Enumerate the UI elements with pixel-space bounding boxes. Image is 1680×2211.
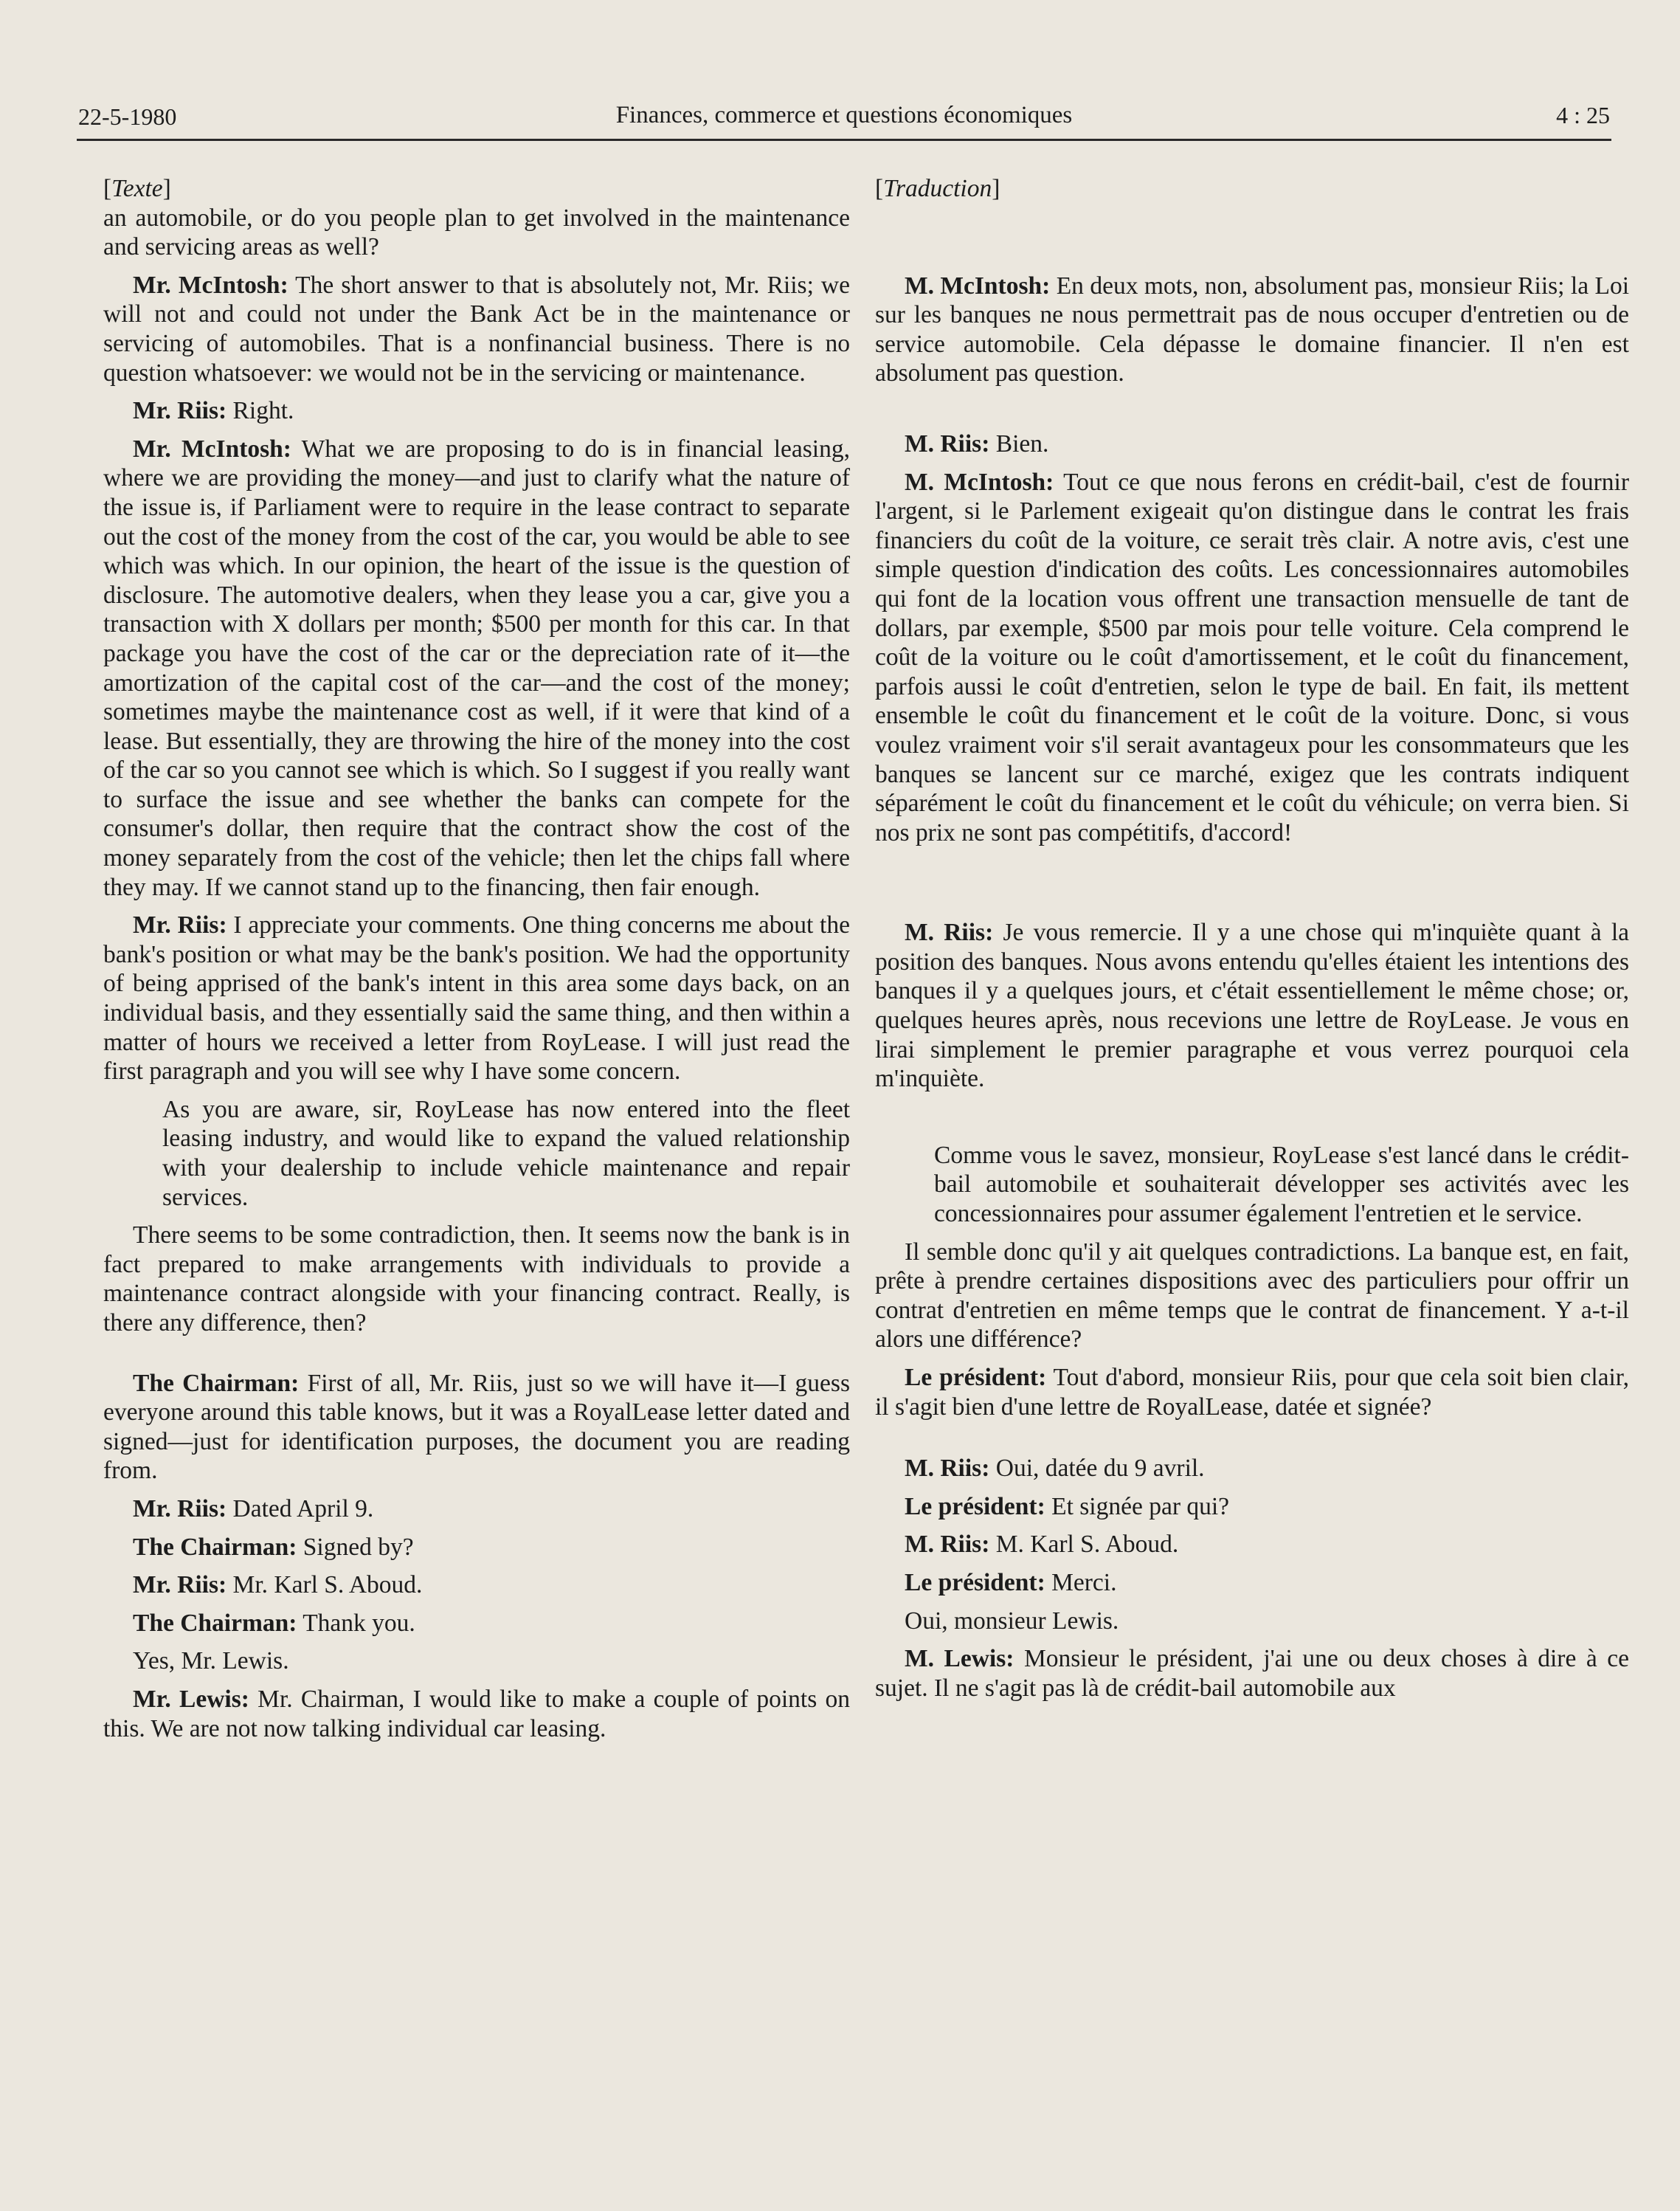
paragraph: Yes, Mr. Lewis. <box>133 1647 289 1675</box>
paragraph: The Chairman: Thank you. <box>133 1609 415 1637</box>
speaker-name: M. Riis: <box>905 919 994 947</box>
paragraph: Le président: Et signée par qui? <box>905 1492 1230 1520</box>
paragraph: M. Riis: Bien. <box>905 430 1049 458</box>
speaker-name: The Chairman: <box>133 1609 297 1637</box>
speaker-name: Le président: <box>905 1492 1045 1520</box>
quoted-letter: Comme vous le savez, monsieur, RoyLease s'est lancé dans le crédit-bail automobile et souhaiterait développer ses activités avec les concessionnaires pour assumer également l'entretien et le service. <box>934 1141 1629 1228</box>
paragraph: Mr. Riis: Dated April 9. <box>133 1494 374 1522</box>
paragraph: Le président: Tout d'abord, monsieur Riis, pour que cela soit bien clair, il s'agit bien d'une lettre de RoyalLease, datée et signée? <box>875 1364 1629 1421</box>
section-label-traduction: [Traduction] <box>875 175 1000 202</box>
speaker-name: M. Riis: <box>905 430 990 458</box>
speaker-name: Mr. Riis: <box>133 1494 227 1522</box>
quoted-letter: As you are aware, sir, RoyLease has now entered into the fleet leasing industry, and would like to expand the valued relationship with your dealership to include vehicle maintenance and repair services. <box>162 1095 850 1211</box>
speaker-name: M. Riis: <box>905 1455 990 1483</box>
running-header <box>78 97 1610 134</box>
header-title: Finances, commerce et questions économiques <box>615 102 1073 128</box>
speaker-name: M. Lewis: <box>905 1645 1014 1673</box>
paragraph: Le président: Merci. <box>905 1568 1117 1596</box>
speaker-name: Mr. McIntosh: <box>133 435 291 463</box>
speaker-name: M. McIntosh: <box>905 272 1051 300</box>
speaker-name: Mr. McIntosh: <box>133 271 288 299</box>
speaker-name: M. Riis: <box>905 1531 990 1559</box>
english-column <box>103 174 850 1743</box>
speaker-name: The Chairman: <box>133 1369 300 1397</box>
french-column <box>875 174 1629 1703</box>
paragraph: There seems to be some contradiction, then. It seems now the bank is in fact prepared to make arrangements with individuals to provide a maintenance contract alongside with your financing contract. Really, is there any difference, then? <box>103 1221 850 1336</box>
header-date: 22-5-1980 <box>78 103 177 130</box>
paragraph: Mr. Riis: Mr. Karl S. Aboud. <box>133 1571 423 1599</box>
speaker-name: M. McIntosh: <box>905 468 1054 496</box>
paragraph: The Chairman: First of all, Mr. Riis, just so we will have it—I guess everyone around this table knows, but it was a RoyalLease letter dated and signed—just for identification purposes, the document you are reading from. <box>103 1369 851 1485</box>
paragraph: The Chairman: Signed by? <box>133 1533 414 1561</box>
paragraph: M. Lewis: Monsieur le président, j'ai une ou deux choses à dire à ce sujet. Il ne s'agit pas là de crédit-bail automobile aux <box>875 1645 1629 1702</box>
speaker-name: Mr. Riis: <box>133 397 227 425</box>
paragraph: M. McIntosh: En deux mots, non, absolument pas, monsieur Riis; la Loi sur les banques ne nous permettrait pas de nous occuper d'entretien ou de service automobile. Cela dépasse le domaine financier. Il n'en est absolument pas question. <box>875 272 1629 387</box>
speaker-name: Le président: <box>905 1568 1045 1596</box>
paragraph: Mr. Riis: Right. <box>133 397 294 425</box>
header-page-number: 4 : 25 <box>1556 102 1610 128</box>
paragraph: M. McIntosh: Tout ce que nous ferons en crédit-bail, c'est de fournir l'argent, si le Parlement exigeait qu'on distingue dans le contrat les frais financiers du coût de la voiture, ce serait très clair. A notre avis, c'est une simple question d'indication des coûts. Les concessionnaires automobiles qui font de la location vous offrent une transaction mensuelle de tant de dollars, par exemple, $500 par mois pour telle voiture. Cela comprend le coût de la voiture ou le coût d'amortissement, et le coût du financement, parfois aussi le coût d'entretien, selon le type de bail. En fait, ils mettent ensemble le coût du financement et le coût de la voiture. Donc, si vous voulez vraiment voir s'il serait avantageux pour les consommateurs que les banques se lancent sur ce marché, exigez que les contrats indiquent séparément le coût du financement et le coût du véhicule; on verra bien. Si nos prix ne sont pas compétitifs, d'accord! <box>875 468 1629 846</box>
paragraph: Oui, monsieur Lewis. <box>905 1607 1119 1635</box>
header-rule <box>77 139 1611 141</box>
section-label-texte: [Texte] <box>103 175 171 202</box>
speaker-name: Mr. Riis: <box>133 1571 227 1599</box>
speaker-name: Mr. Riis: <box>133 911 227 939</box>
speaker-name: Le président: <box>905 1364 1047 1391</box>
paragraph: M. Riis: Oui, datée du 9 avril. <box>905 1455 1205 1483</box>
paragraph: an automobile, or do you people plan to get involved in the maintenance and servicing areas as well? <box>103 204 850 261</box>
paragraph: Mr. Riis: I appreciate your comments. One thing concerns me about the bank's position or what may be the bank's position. We had the opportunity of being apprised of the bank's intent in this area some days back, on an individual basis, and they essentially said the same thing, and then within a matter of hours we received a letter from RoyLease. I will just read the first paragraph and you will see why I have some concern. <box>103 911 850 1086</box>
paragraph: Mr. McIntosh: What we are proposing to do is in financial leasing, where we are providing the money—and just to clarify what the nature of the issue is, if Parliament were to require in the lease contract to separate out the cost of the money from the cost of the car, you would be able to see which was which. In our opinion, the heart of the issue is the question of disclosure. The automotive dealers, when they lease you a car, give you a transaction with X dollars per month; $500 per month for this car. In that package you have the cost of the car or the depreciation rate of it—the amortization of the capital cost of the car—and the cost of the money; sometimes maybe the maintenance cost as well, if it were that kind of a lease. But essentially, they are throwing the hire of the money into the cost of the car so you cannot see which is which. So I suggest if you really want to surface the issue and see whether the banks can compete for the consumer's dollar, then require that the contract show the cost of the money separately from the cost of the vehicle; then let the chips fall where they may. If we cannot stand up to the financing, then fair enough. <box>103 435 850 901</box>
speaker-name: The Chairman: <box>133 1533 297 1561</box>
paragraph: Mr. Lewis: Mr. Chairman, I would like to make a couple of points on this. We are not now talking individual car leasing. <box>103 1685 850 1742</box>
paragraph: M. Riis: Je vous remercie. Il y a une chose qui m'inquiète quant à la position des banques. Nous avons entendu qu'elles étaient les intentions des banques il y a quelques jours, et c'était essentiellement le même chose; or, quelques heures après, nous recevions une lettre de RoyLease. Je vous en lirai simplement le premier paragraphe et vous verrez pourquoi cela m'inquiète. <box>875 919 1629 1093</box>
speaker-name: Mr. Lewis: <box>133 1685 249 1713</box>
paragraph: Il semble donc qu'il y ait quelques contradictions. La banque est, en fait, prête à prendre certaines dispositions avec des particuliers pour offrir un contrat d'entretien en même temps que le contrat de financement. Y a-t-il alors une différence? <box>875 1238 1629 1353</box>
paragraph: M. Riis: M. Karl S. Aboud. <box>905 1531 1179 1559</box>
paragraph: Mr. McIntosh: The short answer to that is absolutely not, Mr. Riis; we will not and could not under the Bank Act be in the maintenance or servicing of automobiles. That is a nonfinancial business. There is no question whatsoever: we would not be in the servicing or maintenance. <box>103 271 850 387</box>
